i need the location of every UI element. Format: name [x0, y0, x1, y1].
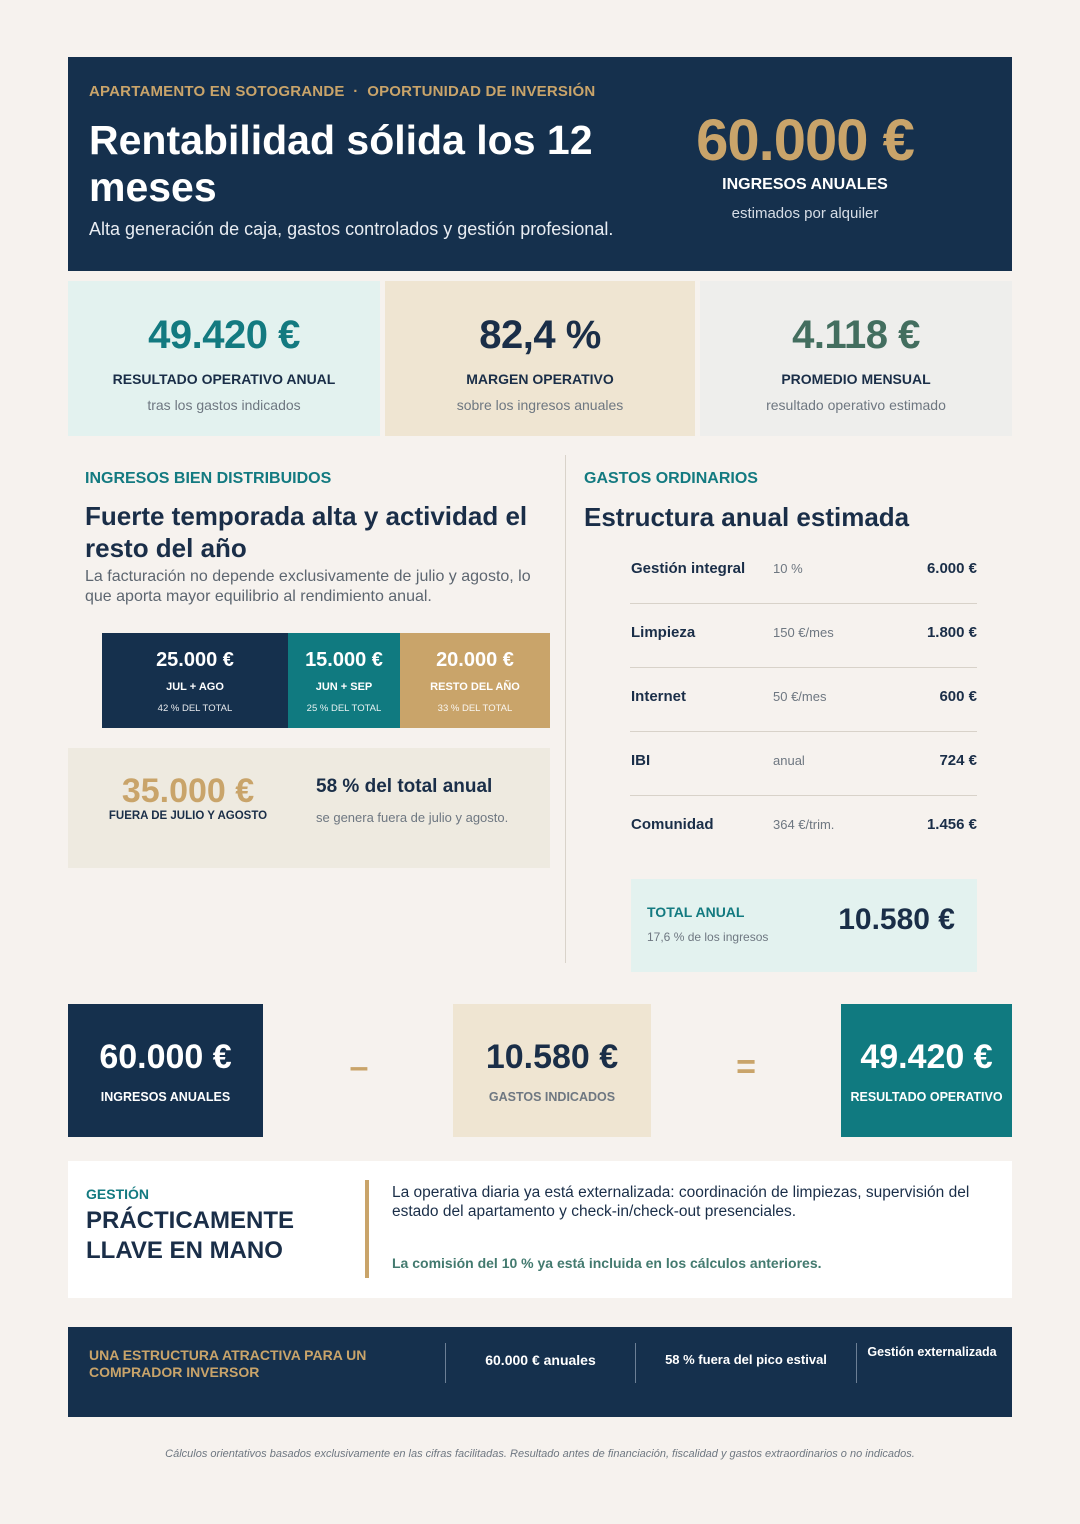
annual-income-note: estimados por alquiler: [731, 205, 879, 222]
income-segment-rest-of-year: [400, 633, 550, 728]
segment-note: 42 % DEL TOTAL: [157, 703, 233, 714]
accent-bar: [365, 1180, 369, 1278]
total-note: 17,6 % de los ingresos: [647, 930, 769, 944]
kpi-card-operating-margin: [385, 281, 695, 436]
income-segment-jul-aug: [102, 633, 288, 728]
hero-title: Rentabilidad sólida los 12 meses: [89, 117, 593, 210]
expense-basis: 50 €/mes: [773, 689, 827, 704]
equation-result: [841, 1004, 1012, 1137]
income-segment-jun-sep: [288, 633, 400, 728]
segment-label: JUN + SEP: [315, 681, 373, 693]
expenses-eyebrow: GASTOS ORDINARIOS: [584, 470, 758, 487]
expense-row: [630, 796, 977, 860]
management-eyebrow: GESTIÓN: [86, 1186, 150, 1202]
segment-label: JUL + AGO: [166, 681, 224, 693]
expense-basis: 364 €/trim.: [773, 817, 835, 832]
offpeak-label: FUERA DE JULIO Y AGOSTO: [108, 810, 268, 822]
expense-basis: 150 €/mes: [773, 625, 834, 640]
equation-label: GASTOS INDICADOS: [488, 1090, 616, 1104]
annual-income-amount: 60.000 €: [696, 108, 914, 173]
expense-name: Comunidad: [631, 816, 714, 833]
offpeak-highlight: [68, 748, 550, 868]
expense-basis: 10 %: [773, 561, 803, 576]
segment-note: 25 % DEL TOTAL: [306, 703, 382, 714]
hero-banner: [68, 57, 1012, 271]
kpi-note: sobre los ingresos anuales: [456, 397, 624, 413]
hero-subtitle: Alta generación de caja, gastos controlados y gestión profesional.: [89, 219, 614, 239]
income-eyebrow: INGRESOS BIEN DISTRIBUIDOS: [85, 470, 332, 487]
offpeak-amount: 35.000 €: [121, 772, 255, 810]
expense-row: [630, 668, 977, 732]
minus-operator: –: [349, 1048, 369, 1086]
segment-value: 25.000 €: [156, 649, 234, 671]
expense-amount: 600 €: [939, 688, 977, 705]
kpi-note: tras los gastos indicados: [147, 397, 301, 413]
management-text: La operativa diaria ya está externalizada: coordinación de limpiezas, supervisión del estado del apartamento y check-in/check-out presenciales.: [392, 1184, 970, 1220]
segment-note: 33 % DEL TOTAL: [437, 703, 513, 714]
management-title: PRÁCTICAMENTE LLAVE EN MANO: [86, 1207, 294, 1264]
expense-row: [630, 732, 977, 796]
equation-value: 49.420 €: [860, 1038, 993, 1076]
management-section: [68, 1161, 1012, 1298]
expenses-total: [631, 879, 977, 972]
band-item: Gestión externalizada: [867, 1345, 997, 1359]
expenses-table: [630, 540, 977, 860]
kpi-card-monthly-average: [700, 281, 1012, 436]
expense-amount: 724 €: [939, 752, 977, 769]
kpi-value: 4.118 €: [792, 313, 920, 357]
equals-operator: =: [736, 1048, 756, 1086]
disclaimer: Cálculos orientativos basados exclusivamente en las cifras facilitadas. Resultado antes de financiación, fiscalidad y gastos extraordinarios o no indicados.: [165, 1448, 915, 1460]
band-item: 58 % fuera del pico estival: [665, 1352, 827, 1367]
section-divider: [565, 455, 566, 963]
summary-band: [68, 1327, 1012, 1417]
expense-amount: 1.800 €: [926, 624, 977, 641]
expense-basis: anual: [773, 753, 805, 768]
kpi-value: 82,4 %: [479, 313, 601, 357]
band-item: 60.000 € anuales: [485, 1352, 596, 1368]
equation-income: [68, 1004, 263, 1137]
kpi-label: MARGEN OPERATIVO: [466, 371, 614, 387]
income-description: La facturación no depende exclusivamente de julio y agosto, lo que aporta mayor equilibrio al rendimiento anual.: [85, 568, 531, 605]
segment-value: 20.000 €: [436, 649, 514, 671]
equation-label: INGRESOS ANUALES: [100, 1090, 231, 1104]
equation-value: 60.000 €: [99, 1038, 232, 1076]
offpeak-note: se genera fuera de julio y agosto.: [316, 810, 509, 825]
segment-label: RESTO DEL AÑO: [430, 681, 520, 693]
expense-amount: 6.000 €: [926, 560, 977, 577]
expense-name: Internet: [631, 688, 687, 705]
expense-name: IBI: [631, 752, 651, 769]
equation-value: 10.580 €: [485, 1038, 619, 1076]
kpi-card-operating-result: [68, 281, 380, 436]
income-title: Fuerte temporada alta y actividad el resto del año: [85, 501, 528, 563]
total-amount: 10.580 €: [838, 903, 955, 936]
kpi-label: PROMEDIO MENSUAL: [781, 371, 931, 387]
offpeak-headline: 58 % del total anual: [316, 776, 493, 797]
equation-label: RESULTADO OPERATIVO: [850, 1090, 1003, 1104]
expenses-title: Estructura anual estimada: [584, 502, 910, 532]
expense-name: Limpieza: [631, 624, 696, 641]
segment-value: 15.000 €: [305, 649, 383, 671]
expense-name: Gestión integral: [631, 560, 746, 577]
hero-eyebrow: APARTAMENTO EN SOTOGRANDE · OPORTUNIDAD DE INVERSIÓN: [89, 83, 596, 100]
total-label: TOTAL ANUAL: [647, 904, 745, 920]
band-title: UNA ESTRUCTURA ATRACTIVA PARA UN COMPRADOR INVERSOR: [89, 1347, 367, 1380]
kpi-value: 49.420 €: [148, 313, 300, 357]
expense-amount: 1.456 €: [926, 816, 977, 833]
equation-costs: [453, 1004, 651, 1137]
kpi-label: RESULTADO OPERATIVO ANUAL: [112, 371, 336, 387]
expense-row: [630, 540, 977, 604]
management-note: La comisión del 10 % ya está incluida en los cálculos anteriores.: [392, 1255, 822, 1271]
kpi-note: resultado operativo estimado: [766, 397, 946, 413]
annual-income-label: INGRESOS ANUALES: [722, 176, 888, 193]
expense-row: [630, 604, 977, 668]
